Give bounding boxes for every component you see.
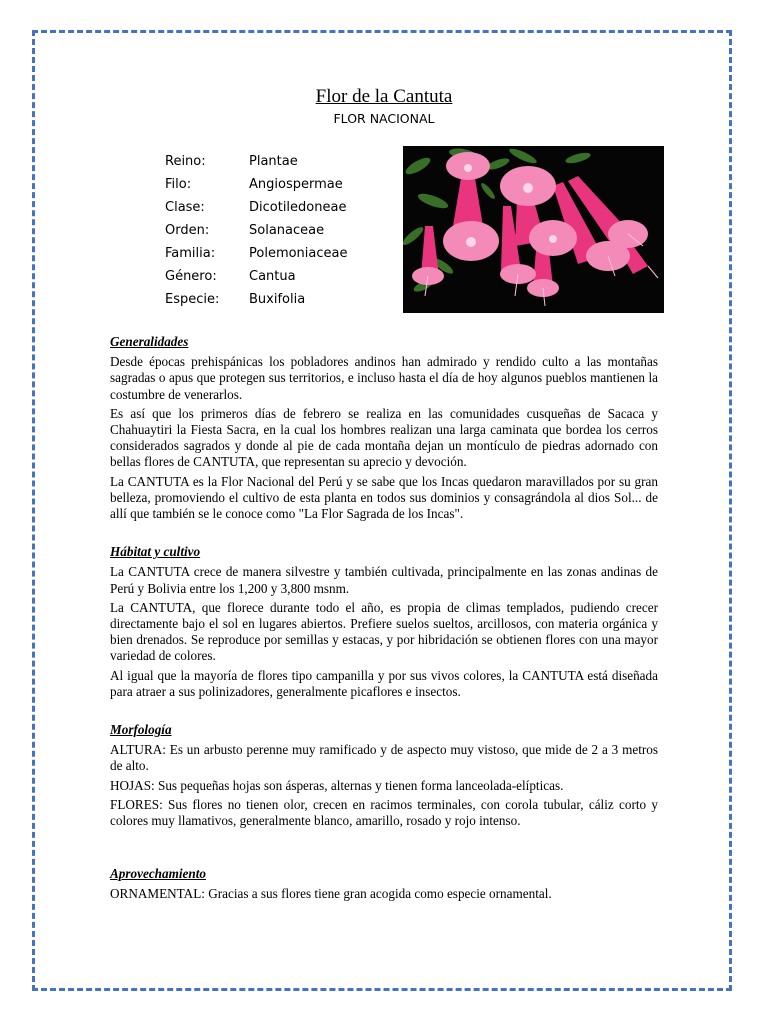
flower-illustration [403, 146, 664, 313]
taxonomy-row-reino [165, 150, 395, 173]
section-heading: Generalidades [110, 334, 189, 349]
taxonomy-value: Plantae [249, 154, 298, 169]
document-body [110, 334, 658, 906]
taxonomy-label: Orden: [165, 223, 210, 238]
section-habitat [110, 544, 658, 700]
taxonomy-row-familia [165, 242, 395, 265]
taxonomy-label: Género: [165, 269, 217, 284]
taxonomy-value: Dicotiledoneae [249, 200, 347, 215]
cantuta-flower-photo [403, 146, 664, 313]
paragraph: La CANTUTA, que florece durante todo el año, es propia de climas templados, pudiendo crecer directamente bajo el sol en lugares abiertos. Prefiere suelos sueltos, arcillosos, con materia orgánica y bien drenados. Se reproduce por semillas y estacas, y por hibridación se obtienen flores con una mayor variedad de colores. [110, 599, 658, 664]
page-title: Flor de la Cantuta [315, 86, 453, 107]
taxonomy-value: Buxifolia [249, 292, 306, 307]
taxonomy-value: Solanaceae [249, 223, 325, 238]
section-morfologia [110, 722, 658, 829]
paragraph: La CANTUTA es la Flor Nacional del Perú y se sabe que los Incas quedaron maravillados por su gran belleza, promoviendo el cultivo de esta planta en todos sus dominios y consagrándola al dios Sol... de allí que también se le conoce como "La Flor Sagrada de los Incas". [110, 473, 658, 522]
section-spacer [110, 832, 658, 866]
taxonomy-row-clase [165, 196, 395, 219]
page-subtitle: FLOR NACIONAL [333, 111, 435, 126]
taxonomy-label: Filo: [165, 177, 192, 192]
paragraph: Al igual que la mayoría de flores tipo campanilla y por sus vivos colores, la CANTUTA está diseñada para atraer a sus polinizadores, generalmente picaflores e insectos. [110, 667, 658, 699]
taxonomy-row-especie [165, 288, 395, 311]
taxonomy-value: Polemoniaceae [249, 246, 348, 261]
taxonomy-label: Clase: [165, 200, 205, 215]
paragraph: Desde épocas prehispánicas los pobladores andinos han admirado y rendido culto a las montañas sagradas o apus que protegen sus territorios, e incluso hasta el día de hoy algunos pueblos mantienen la costumbre de venerarlos. [110, 354, 658, 402]
taxonomy-row-orden [165, 219, 395, 242]
taxonomy-table [165, 150, 395, 311]
taxonomy-row-genero [165, 265, 395, 288]
section-aprovechamiento [110, 866, 658, 902]
section-heading: Morfología [110, 722, 172, 738]
paragraph: ORNAMENTAL: Gracias a sus flores tiene gran acogida como especie ornamental. [110, 886, 552, 902]
taxonomy-label: Especie: [165, 292, 220, 307]
section-heading: Aprovechamiento [110, 866, 206, 882]
paragraph: HOJAS: Sus pequeñas hojas son ásperas, alternas y tienen forma lanceolada-elípticas. [110, 777, 564, 793]
taxonomy-row-filo [165, 173, 395, 196]
paragraph: FLORES: Sus flores no tienen olor, crecen en racimos terminales, con corola tubular, cáliz corto y colores muy llamativos, generalmente blanco, amarillo, rosado y rojo intenso. [110, 796, 658, 829]
paragraph: Es así que los primeros días de febrero se realiza en las comunidades cusqueñas de Sacaca y Chahuaytiri la Fiesta Sacra, en la cual los hombres realizan una larga caminata que bordea los cerros considerados sagrados y donde al pie de cada montaña dejan un montículo de piedras adornado con bellas flores de CANTUTA, que representan su aprecio y devoción. [110, 405, 658, 470]
taxonomy-value: Cantua [249, 269, 296, 284]
section-generalidades [110, 334, 658, 522]
section-spacer [110, 703, 658, 722]
section-heading: Hábitat y cultivo [110, 544, 201, 560]
taxonomy-value: Angiospermae [249, 177, 343, 192]
section-spacer [110, 525, 658, 544]
taxonomy-label: Familia: [165, 246, 216, 261]
taxonomy-label: Reino: [165, 154, 206, 169]
paragraph: ALTURA: Es un arbusto perenne muy ramificado y de aspecto muy vistoso, que mide de 2 a 3 metros de alto. [110, 742, 658, 774]
paragraph: La CANTUTA crece de manera silvestre y también cultivada, principalmente en las zonas andinas de Perú y Bolivia entre los 1,200 y 3,800 msnm. [110, 564, 658, 596]
